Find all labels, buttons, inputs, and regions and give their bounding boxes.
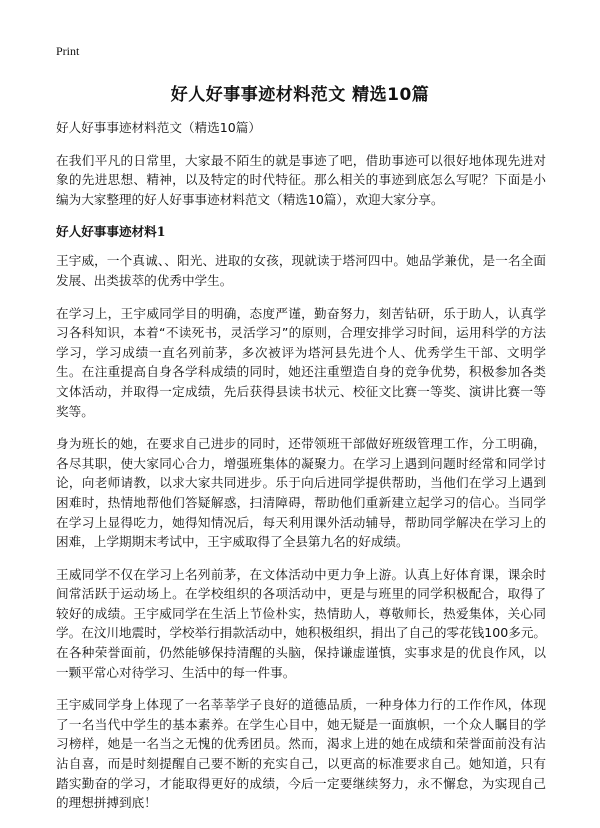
section-heading: 好人好事事迹材料1	[56, 224, 166, 240]
intro-paragraph: 在我们平凡的日常里，大家最不陌生的就是事迹了吧，借助事迹可以很好地体现先进对象的先进思想、精神，以及特定的时代特征。那么相关的事迹到底怎么写呢？下面是小编为大家整理的好人好事事迹材料范文（精选10篇），欢迎大家分享。	[56, 152, 546, 207]
body-paragraph: 王宇威同学身上体现了一名莘莘学子良好的道德品质，一种身体力行的工作作风，体现了一名当代中学生的基本素养。在学生心目中，她无疑是一面旗帜，一个众人瞩目的学习榜样，她是一名当之无愧的优秀团员。然而，渴求上进的她在成绩和荣誉面前没有沾沾自喜，而是时刻提醒自己要不断的充实自己，以更高的标准要求自己。她知道，只有踏实勤奋的学习，才能取得更好的成绩，今后一定要继续努力，永不懈怠，为实现自己的理想拼搏到底！	[56, 697, 546, 811]
page-title: 好人好事事迹材料范文 精选10篇	[170, 85, 430, 105]
article-body	[56, 118, 546, 826]
body-paragraph: 身为班长的她，在要求自己进步的同时，还带领班干部做好班级管理工作，分工明确，各尽其职，使大家同心合力，增强班集体的凝聚力。在学习上遇到问题时经常和同学讨论，向老师请教，以求大家共同进步。乐于向后进同学提供帮助，当他们在学习上遇到困难时，热情地帮他们答疑解惑，扫清障碍，帮助他们重新建立起学习的信心。当同学在学习上显得吃力，她得知情况后，每天利用课外活动辅导，帮助同学解决在学习上的困难，上学期期末考试中，王宇威取得了全县第九名的好成绩。	[56, 436, 546, 550]
article-subtitle: 好人好事事迹材料范文（精选10篇）	[56, 120, 261, 135]
body-paragraph: 王宇威，一个真诚、、阳光、进取的女孩，现就读于塔河四中。她品学兼优，是一名全面发展、出类拔萃的优秀中学生。	[56, 253, 546, 288]
body-paragraph: 王威同学不仅在学习上名列前茅，在文体活动中更力争上游。认真上好体育课，课余时间常活跃于运动场上。在学校组织的各项活动中，更是与班里的同学积极配合，取得了较好的成绩。王宇威同学在生活上节俭朴实，热情助人，尊敬师长，热爱集体，关心同学。在汶川地震时，学校举行捐款活动中，她积极组织，捐出了自己的零花钱100多元。在各种荣誉面前，仍然能够保持清醒的头脑，保持谦虚谨慎，实事求是的优良作风，以一颗平常心对待学习、生活中的每一件事。	[56, 566, 547, 680]
print-link[interactable]: Print	[56, 44, 80, 58]
body-paragraph: 在学习上，王宇威同学目的明确，态度严谨，勤奋努力，刻苦钻研，乐于助人，认真学习各科知识，本着“不读死书，灵活学习”的原则，合理安排学习时间，运用科学的方法学习，学习成绩一直名列前茅，多次被评为塔河县先进个人、优秀学生干部、文明学生。在注重提高自身各学科成绩的同时，她还注重塑造自身的竞争优势，积极参加各类文体活动，并取得一定成绩，先后获得县读书状元、校征文比赛一等奖、演讲比赛一等奖等。	[56, 305, 546, 419]
